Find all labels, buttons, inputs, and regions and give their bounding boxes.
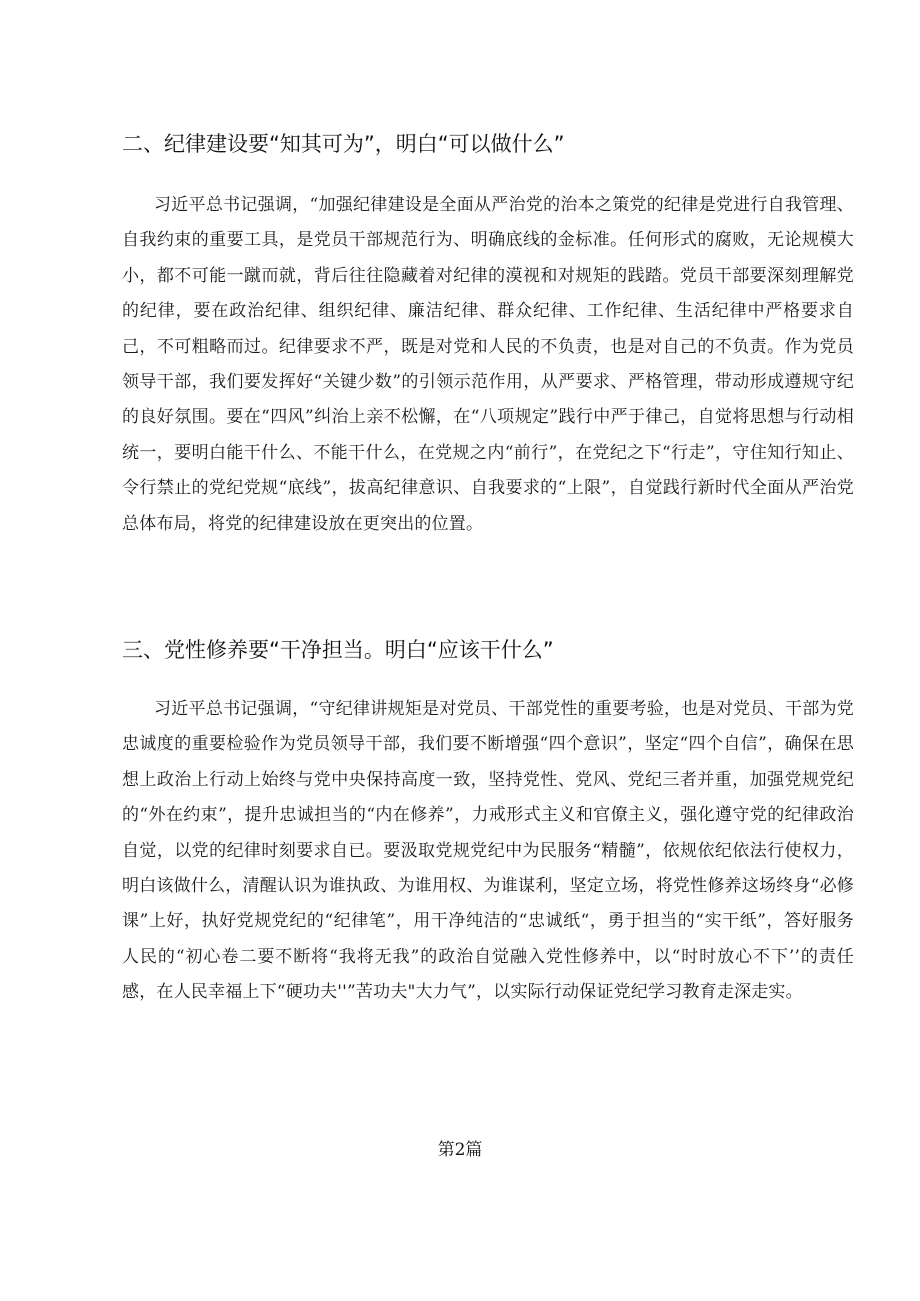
section-heading-3: 三、党性修养要“干净担当。明白“应该干什么” xyxy=(122,638,554,662)
section-paragraph-3: 习近平总书记强调，“守纪律讲规矩是对党员、干部党性的重要考验，也是对党员、干部为党忠诚度的重要检验作为党员领导干部，我们要不断增强“四个意识”，坚定“四个自信”，确保在思想上政治上行动上始终与党中央保持高度一致，坚持党性、党风、党纪三者并重，加强党规党纪的“外在约束”，提升忠诚担当的“内在修养”，力戒形式主义和官僚主义，强化遵守党的纪律政治自觉，以党的纪律时刻要求自已。要汲取党规党纪中为民服务“精髓”，依规依纪依法行使权力，明白该做什么，清醒认识为谁执政、为谁用权、为谁谋利，坚定立场，将党性修养这场终身“必修课”上好，执好党规党纪的“纪律笔”，用干净纯洁的“忠诚纸“，勇于担当的“实干纸”，答好服务人民的“初心卷二要不断将“我将无我”的政治自觉融入党性修养中，以“时时放心不下’’的责任感，在人民幸福上下“硬功夫''”苦功夫"大力气”，以实际行动保证党纪学习教育走深走实。 xyxy=(122,699,854,1003)
section-heading-2: 二、纪律建设要“知其可为”，明白“可以做什么” xyxy=(122,132,565,156)
section-paragraph-2: 习近平总书记强调，“加强纪律建设是全面从严治党的治本之策党的纪律是党进行自我管理、自我约束的重要工具，是党员干部规范行为、明确底线的金标准。任何形式的腐败，无论规模大小，都不可能一蹴而就，背后往往隐藏着对纪律的漠视和对规矩的践踏。党员干部要深刻理解党的纪律，要在政治纪律、组织纪律、廉洁纪律、群众纪律、工作纪律、生活纪律中严格要求自己，不可粗略而过。纪律要求不严，既是对党和人民的不负责，也是对自己的不负责。作为党员领导干部，我们要发挥好“关键少数”的引领示范作用，从严要求、严格管理，带动形成遵规守纪的良好氛围。要在“四风”纠治上亲不松懈，在“八项规定”践行中严于律己，自觉将思想与行动相统一，要明白能干什么、不能干什么，在党规之内“前行”，在党纪之下“行走”，守住知行知止、令行禁止的党纪党规“底线”，拔高纪律意识、自我要求的“上限”，自觉践行新时代全面从严治党总体布局，将党的纪律建设放在更突出的位置。 xyxy=(122,195,854,534)
next-section-label: 第2篇 xyxy=(437,1140,483,1160)
